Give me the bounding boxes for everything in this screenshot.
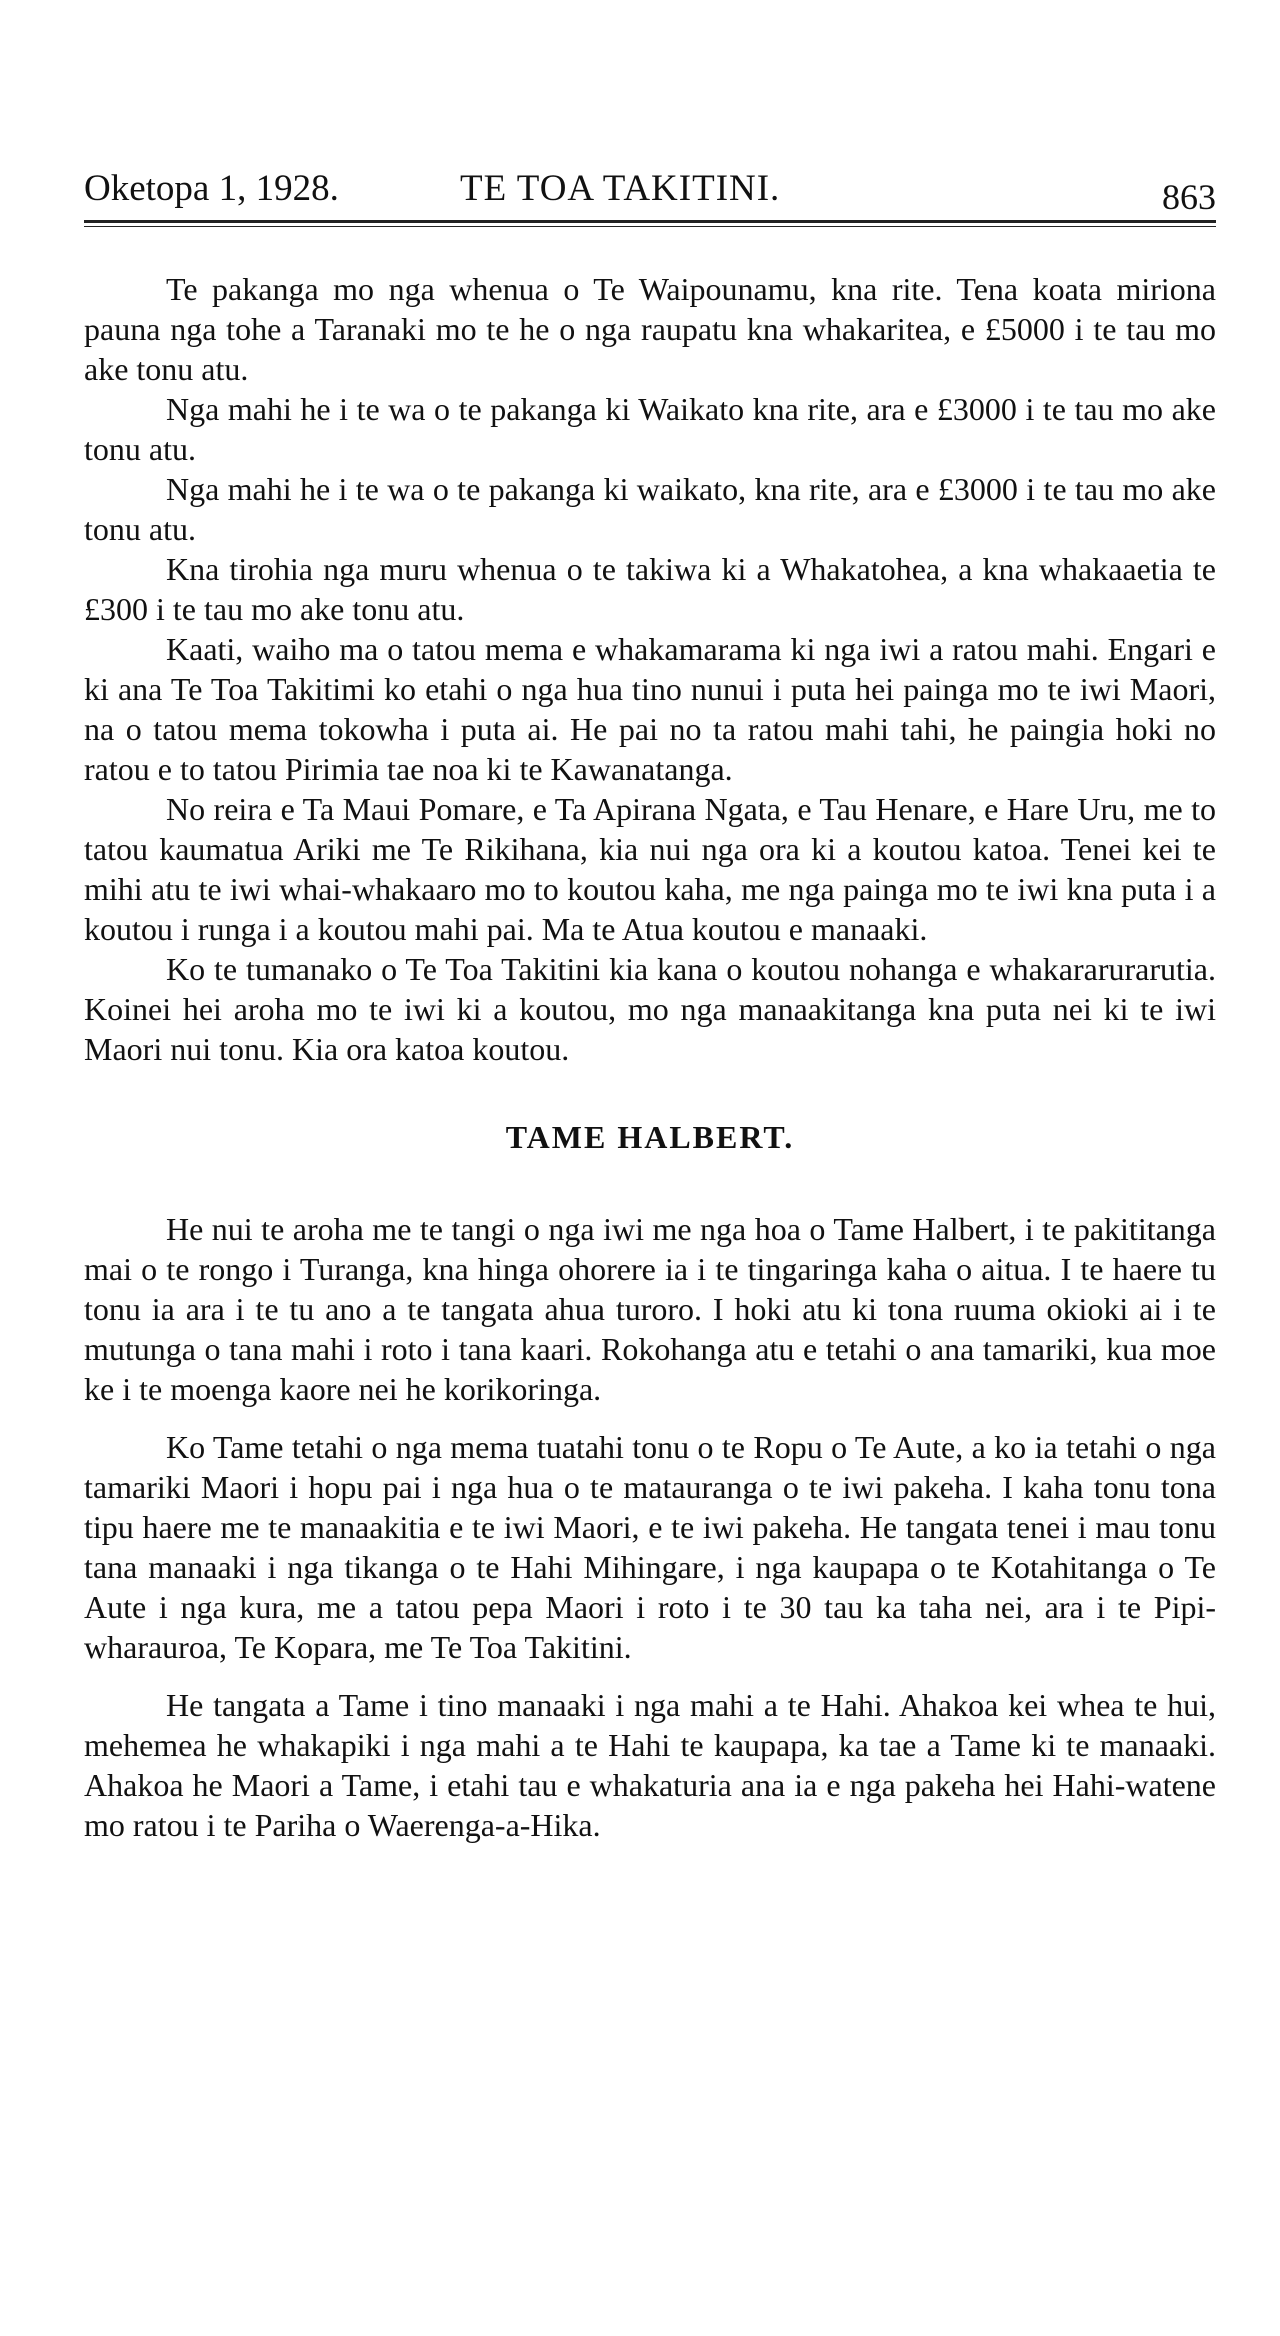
paragraph: Nga mahi he i te wa o te pakanga ki Waikato kna rite, ara e £3000 i te tau mo ake tonu atu.	[84, 391, 1216, 467]
article-land-settlements	[84, 269, 1216, 1069]
paragraph: Nga mahi he i te wa o te pakanga ki waikato, kna rite, ara e £3000 i te tau mo ake tonu atu.	[84, 471, 1216, 547]
page-header	[84, 160, 1216, 218]
paragraph-gap	[84, 1409, 1216, 1427]
paragraph: Kna tirohia nga muru whenua o te takiwa ki a Whakatohea, a kna whakaaetia te £300 i te tau mo ake tonu atu.	[84, 551, 1216, 627]
header-rule-thin	[84, 226, 1216, 227]
page-number: 863	[1162, 177, 1216, 217]
header-date: Oketopa 1, 1928.	[84, 168, 339, 209]
header-rule-thick	[84, 220, 1216, 223]
section-title: TAME HALBERT.	[505, 1119, 795, 1155]
newspaper-page	[84, 160, 1216, 1845]
article-body	[84, 269, 1216, 1845]
paragraph: Ko Tame tetahi o nga mema tuatahi tonu o te Ropu o Te Aute, a ko ia tetahi o nga tamariki Maori i hopu pai i nga hua o te matauranga o te iwi pakeha. I kaha tonu tona tipu haere me te manaakitia e te iwi Maori, e te iwi pakeha. He tangata tenei i mau tonu tana manaaki i nga tikanga o te Hahi Mihingare, i nga kaupapa o te Kotahitanga o Te Aute i nga kura, me a tatou pepa Maori i roto i te 30 tau ka taha nei, ara i te Pipi-wharauroa, Te Kopara, me Te Toa Takitini.	[84, 1429, 1216, 1665]
paragraph: He nui te aroha me te tangi o nga iwi me nga hoa o Tame Halbert, i te pakititanga mai o te rongo i Turanga, kna hinga ohorere ia i te tingaringa kaha o aitua. I te haere tu tonu ia ara i te tu ano a te tangata ahua turoro. I hoki atu ki tona ruuma okioki ai i te mutunga o tana mahi i roto i tana kaari. Rokohanga atu e tetahi o ana tamariki, kua moe ke i te moenga kaore nei he korikoringa.	[84, 1211, 1216, 1407]
paragraph: He tangata a Tame i tino manaaki i nga mahi a te Hahi. Ahakoa kei whea te hui, mehemea he whakapiki i nga mahi a te Hahi te kaupapa, ka tae a Tame ki te manaaki. Ahakoa he Maori a Tame, i etahi tau e whakaturia ana ia e nga pakeha hei Hahi-watene mo ratou i te Pariha o Waerenga-a-Hika.	[84, 1687, 1216, 1843]
paragraph: Kaati, waiho ma o tatou mema e whakamarama ki nga iwi a ratou mahi. Engari e ki ana Te Toa Takitimi ko etahi o nga hua tino nunui i puta hei painga mo te iwi Maori, na o tatou mema tokowha i puta ai. He pai no ta ratou mahi tahi, he paingia hoki no ratou e to tatou Pirimia tae noa ki te Kawanatanga.	[84, 631, 1216, 787]
paragraph: Te pakanga mo nga whenua o Te Waipounamu, kna rite. Tena koata miriona pauna nga tohe a Taranaki mo te he o nga raupatu kna whakaritea, e £5000 i te tau mo ake tonu atu.	[84, 271, 1216, 387]
publication-title: TE TOA TAKITINI.	[460, 168, 781, 209]
paragraph: Ko te tumanako o Te Toa Takitini kia kana o koutou nohanga e whakararurarutia. Koinei hei aroha mo te iwi ki a koutou, mo nga manaakitanga kna puta nei ki te iwi Maori nui tonu. Kia ora katoa koutou.	[84, 951, 1216, 1067]
paragraph: No reira e Ta Maui Pomare, e Ta Apirana Ngata, e Tau Henare, e Hare Uru, me to tatou kaumatua Ariki me Te Rikihana, kia nui nga ora ki a koutou katoa. Tenei kei te mihi atu te iwi whai-whakaaro mo to koutou kaha, me nga painga mo te iwi kna puta i a koutou i runga i a koutou mahi pai. Ma te Atua koutou e manaaki.	[84, 791, 1216, 947]
article-tame-halbert	[84, 1209, 1216, 1845]
paragraph-gap	[84, 1667, 1216, 1685]
